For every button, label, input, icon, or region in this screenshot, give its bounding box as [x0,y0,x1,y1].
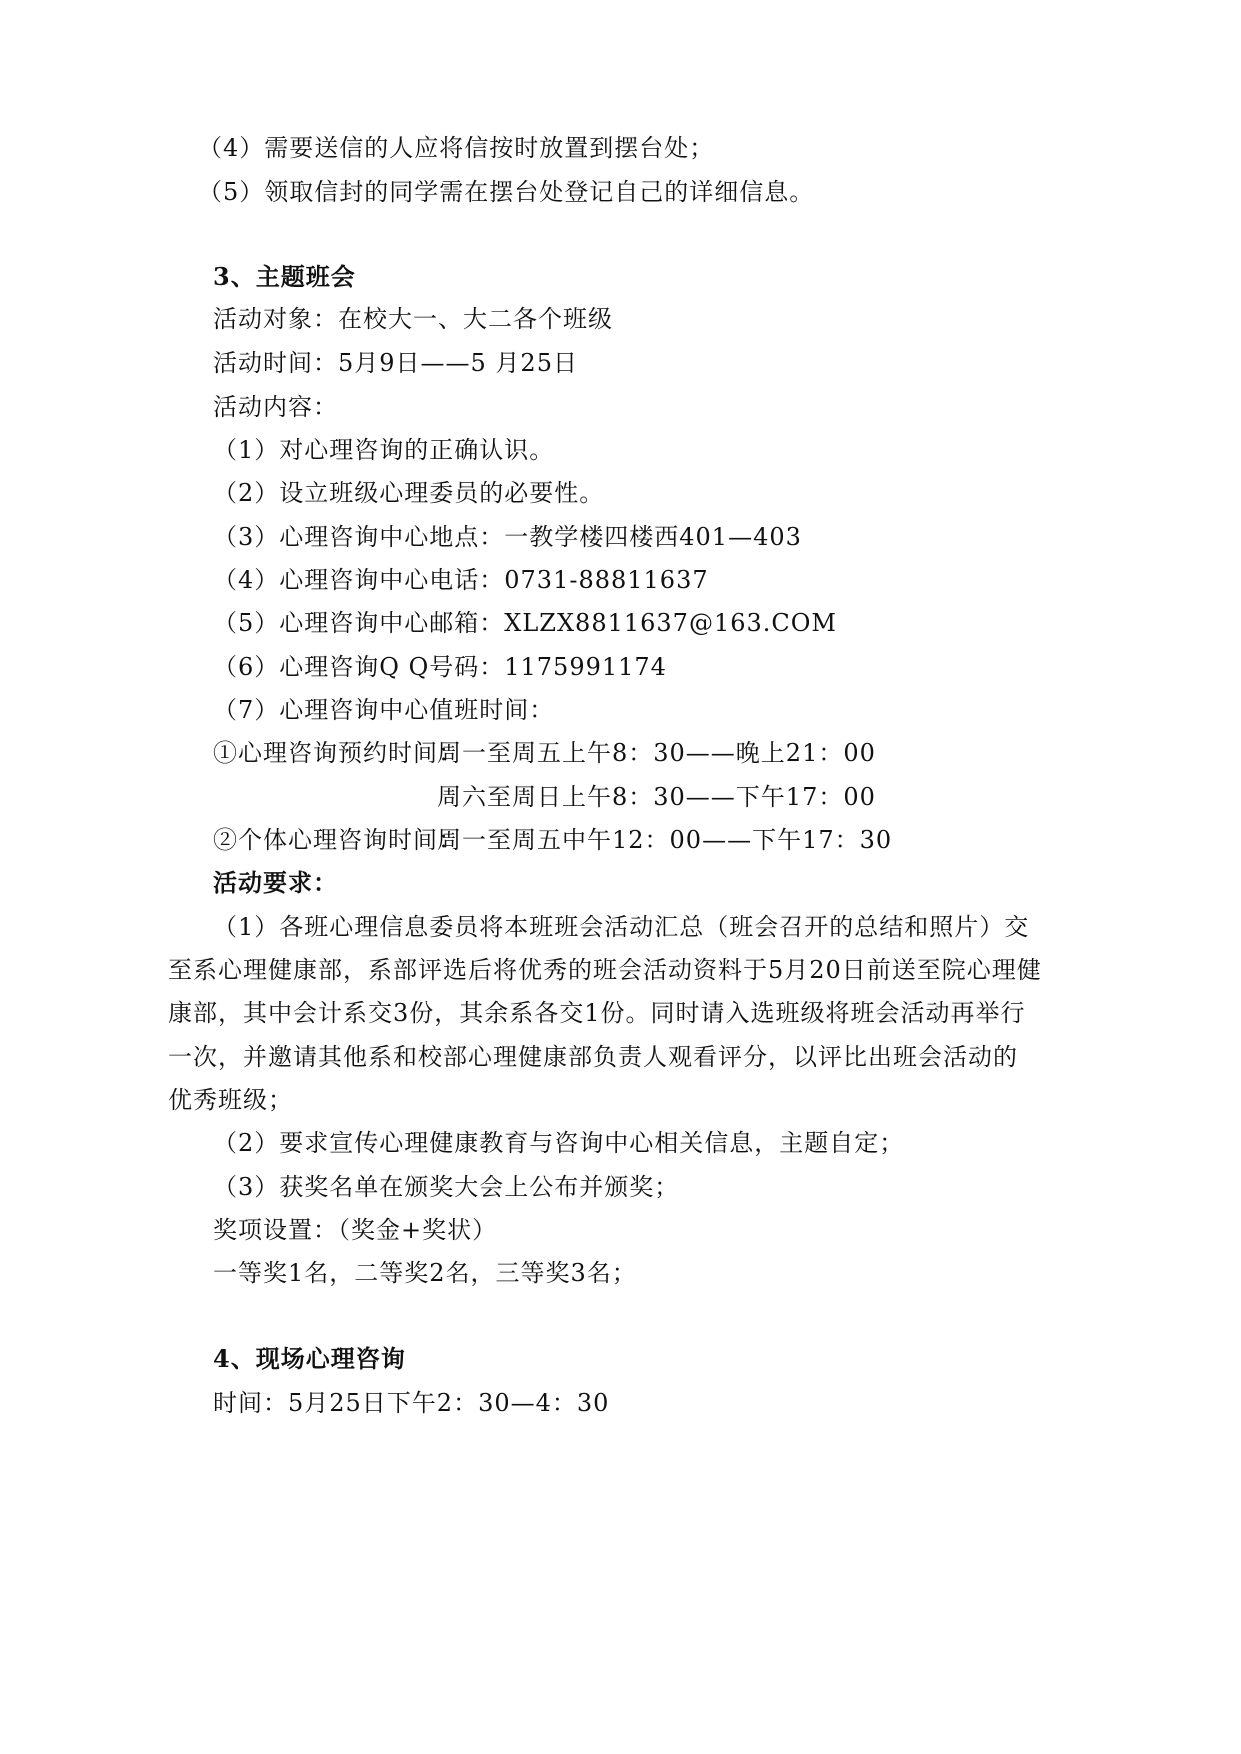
awards-label: 奖项设置：（奖金+奖状） [213,1216,498,1244]
activity-content-label: 活动内容： [213,393,338,421]
requirement-1-line: 优秀班级； [168,1086,293,1114]
content-item: （4）心理咨询中心电话：0731-88811637 [213,566,709,594]
appointment-weekend: 周六至周日上午8：30——下午17：00 [437,783,876,811]
requirement-3: （3）获奖名单在颁奖大会上公布并颁奖； [213,1173,680,1201]
content-item: （3）心理咨询中心地点：一教学楼四楼西401—403 [213,523,802,551]
requirement-1-line: 一次，并邀请其他系和校部心理健康部负责人观看评分，以评比出班会活动的 [168,1043,1018,1071]
requirement-1-line: 至系心理健康部，系部评选后将优秀的班会活动资料于5月20日前送至院心理健 [168,956,1042,984]
awards: 一等奖1名，二等奖2名，三等奖3名； [213,1259,637,1287]
content-item: （5）心理咨询中心邮箱：XLZX8811637@163.COM [213,609,837,637]
individual-time: 周一至周五中午12：00——下午17：30 [437,826,893,854]
prev-item-5: （5）领取信封的同学需在摆台处登记自己的详细信息。 [198,178,815,206]
requirement-2: （2）要求宣传心理健康教育与咨询中心相关信息，主题自定； [213,1129,905,1157]
activity-time: 活动时间：5月9日——5 月25日 [213,349,578,377]
prev-item-4: （4）需要送信的人应将信按时放置到摆台处； [198,134,715,162]
section4-time: 时间：5月25日下午2：30—4：30 [213,1389,610,1417]
individual-label: ②个体心理咨询时间： [213,826,463,854]
appointment-label: ①心理咨询预约时间： [213,739,463,767]
content-item: （7）心理咨询中心值班时间： [213,696,555,724]
content-item: （6）心理咨询Q Q号码：1175991174 [213,653,667,681]
requirement-1-line: （1）各班心理信息委员将本班班会活动汇总（班会召开的总结和照片）交 [213,913,1030,941]
section4-heading: 4、现场心理咨询 [213,1344,406,1373]
activity-target: 活动对象：在校大一、大二各个班级 [213,305,613,333]
appointment-weekday: 周一至周五上午8：30——晚上21：00 [437,739,876,767]
content-item: （1）对心理咨询的正确认识。 [213,436,555,464]
section3-heading: 3、主题班会 [213,262,356,291]
requirement-1-line: 康部，其中会计系交3份，其余系各交1份。同时请入选班级将班会活动再举行 [168,999,1026,1027]
content-item: （2）设立班级心理委员的必要性。 [213,479,605,507]
requirements-label: 活动要求： [213,868,338,897]
